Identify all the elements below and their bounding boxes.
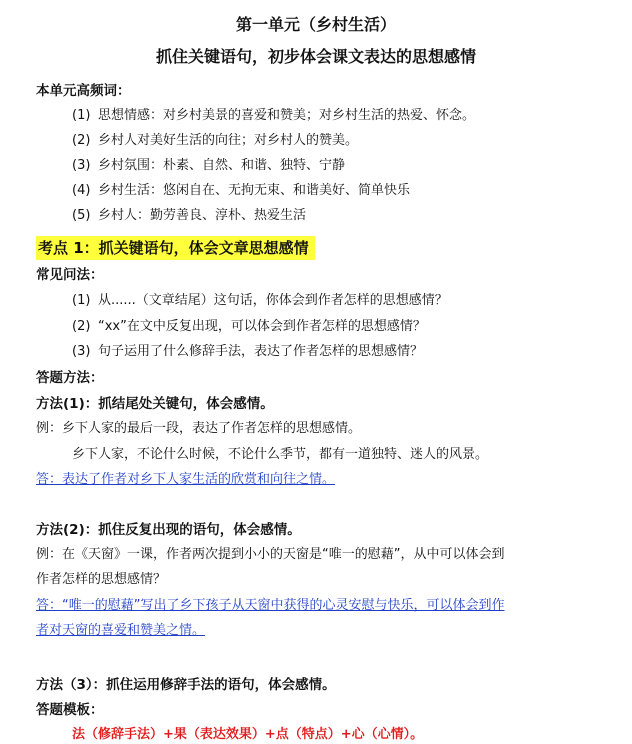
unit-subtitle: 抓住关键语句，初步体会课文表达的思想感情	[155, 47, 476, 66]
list-number: (2)	[72, 133, 91, 148]
list-item	[72, 318, 426, 336]
common-questions-heading: 常见问法：	[36, 267, 104, 283]
answer-template: 法（修辞手法）+果（表达效果）+点（特点）+心（心情）。	[72, 727, 424, 742]
list-text: 乡村人对美好生活的向往；对乡村人的赞美。	[98, 133, 359, 148]
list-text: 从......（文章结尾）这句话，你体会到作者怎样的思想感情？	[98, 293, 448, 308]
kaodian-highlight: 考点 1：抓关键语句，体会文章思想感情	[36, 236, 315, 260]
high-freq-heading: 本单元高频词：	[36, 83, 131, 99]
list-item	[72, 182, 410, 200]
method2-answer-line2: 者对天窗的喜爱和赞美之情。	[36, 623, 206, 638]
list-item	[72, 292, 448, 310]
methods-heading: 答题方法：	[36, 370, 104, 386]
template-heading: 答题模板：	[36, 702, 104, 718]
list-number: (3)	[72, 344, 91, 359]
list-number: (2)	[72, 319, 91, 334]
list-item	[72, 132, 358, 150]
list-number: (1)	[72, 108, 91, 123]
list-number: (3)	[72, 158, 91, 173]
method1-quote: 乡下人家，不论什么时候，不论什么季节，都有一道独特、迷人的风景。	[72, 447, 489, 462]
method2-heading: 方法(2)：抓住反复出现的语句，体会感情。	[36, 522, 301, 538]
list-item	[72, 157, 345, 175]
list-text: 乡村生活：悠闲自在、无拘无束、和谐美好、简单快乐	[98, 183, 411, 198]
list-text: 乡村氛围：朴素、自然、和谐、独特、宁静	[98, 158, 346, 173]
method2-answer-line1: 答：“唯一的慰藉”写出了乡下孩子从天窗中获得的心灵安慰与快乐，可以体会到作	[36, 598, 505, 613]
list-item	[72, 207, 306, 225]
list-text: “xx”在文中反复出现，可以体会到作者怎样的思想感情？	[98, 319, 426, 334]
list-text: 句子运用了什么修辞手法，表达了作者怎样的思想感情？	[98, 344, 424, 359]
method1-example: 例：乡下人家的最后一段，表达了作者怎样的思想感情。	[36, 421, 362, 436]
list-text: 思想情感：对乡村美景的喜爱和赞美；对乡村生活的热爱、怀念。	[98, 108, 476, 123]
list-number: (5)	[72, 208, 91, 223]
list-item	[72, 107, 475, 125]
method3-heading: 方法（3）：抓住运用修辞手法的语句，体会感情。	[36, 677, 336, 693]
list-number: (4)	[72, 183, 91, 198]
list-text: 乡村人：勤劳善良、淳朴、热爱生活	[98, 208, 307, 223]
list-item	[72, 343, 423, 361]
method1-heading: 方法(1)：抓结尾处关键句，体会感情。	[36, 396, 274, 412]
list-number: (1)	[72, 293, 91, 308]
method1-answer: 答：表达了作者对乡下人家生活的欣赏和向往之情。	[36, 472, 336, 487]
method2-example-line2: 作者怎样的思想感情？	[36, 572, 167, 587]
unit-title: 第一单元（乡村生活）	[235, 15, 396, 34]
method2-example-line1: 例：在《天窗》一课，作者两次提到小小的天窗是“唯一的慰藉”，从中可以体会到	[36, 547, 505, 562]
